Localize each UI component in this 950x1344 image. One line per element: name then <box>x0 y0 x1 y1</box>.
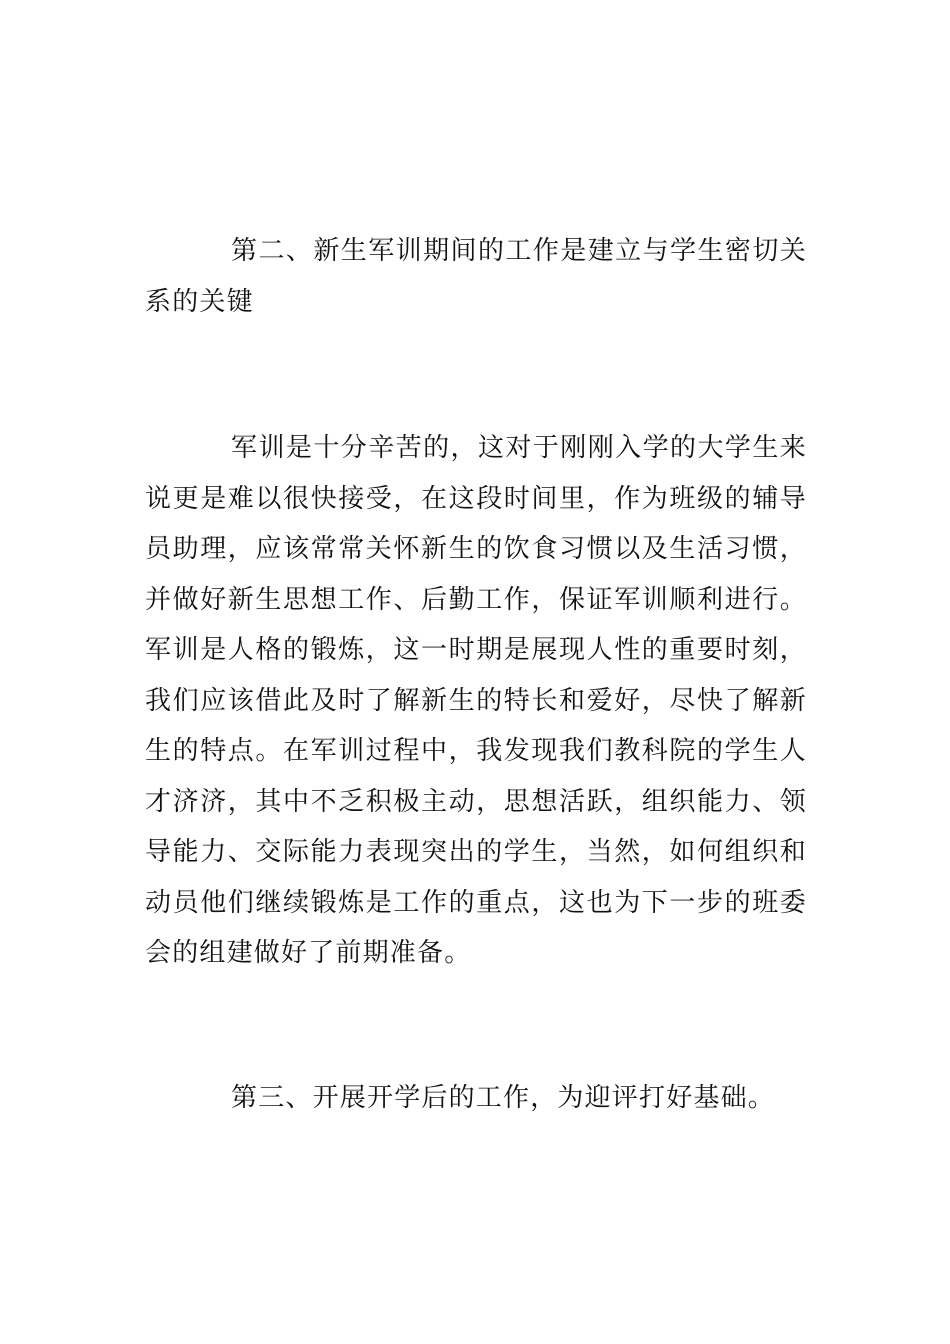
section-heading-2: 第二、新生军训期间的工作是建立与学生密切关系的关键 <box>145 236 807 317</box>
body-paragraph: 军训是十分辛苦的，这对于刚刚入学的大学生来说更是难以很快接受，在这段时间里，作为班级的辅导员助理，应该常常关怀新生的饮食习惯以及生活习惯，并做好新生思想工作、后勤工作，保证军训顺利进行。军训是人格的锻炼，这一时期是展现人性的重要时刻，我们应该借此及时了解新生的特长和爱好，尽快了解新生的特点。在军训过程中，我发现我们教科院的学生人才济济，其中不乏积极主动，思想活跃，组织能力、领导能力、交际能力表现突出的学生，当然，如何组织和动员他们继续锻炼是工作的重点，这也为下一步的班委会的组建做好了前期准备。 <box>145 433 807 968</box>
section-heading-3: 第三、开展开学后的工作，为迎评打好基础。 <box>231 1083 776 1113</box>
